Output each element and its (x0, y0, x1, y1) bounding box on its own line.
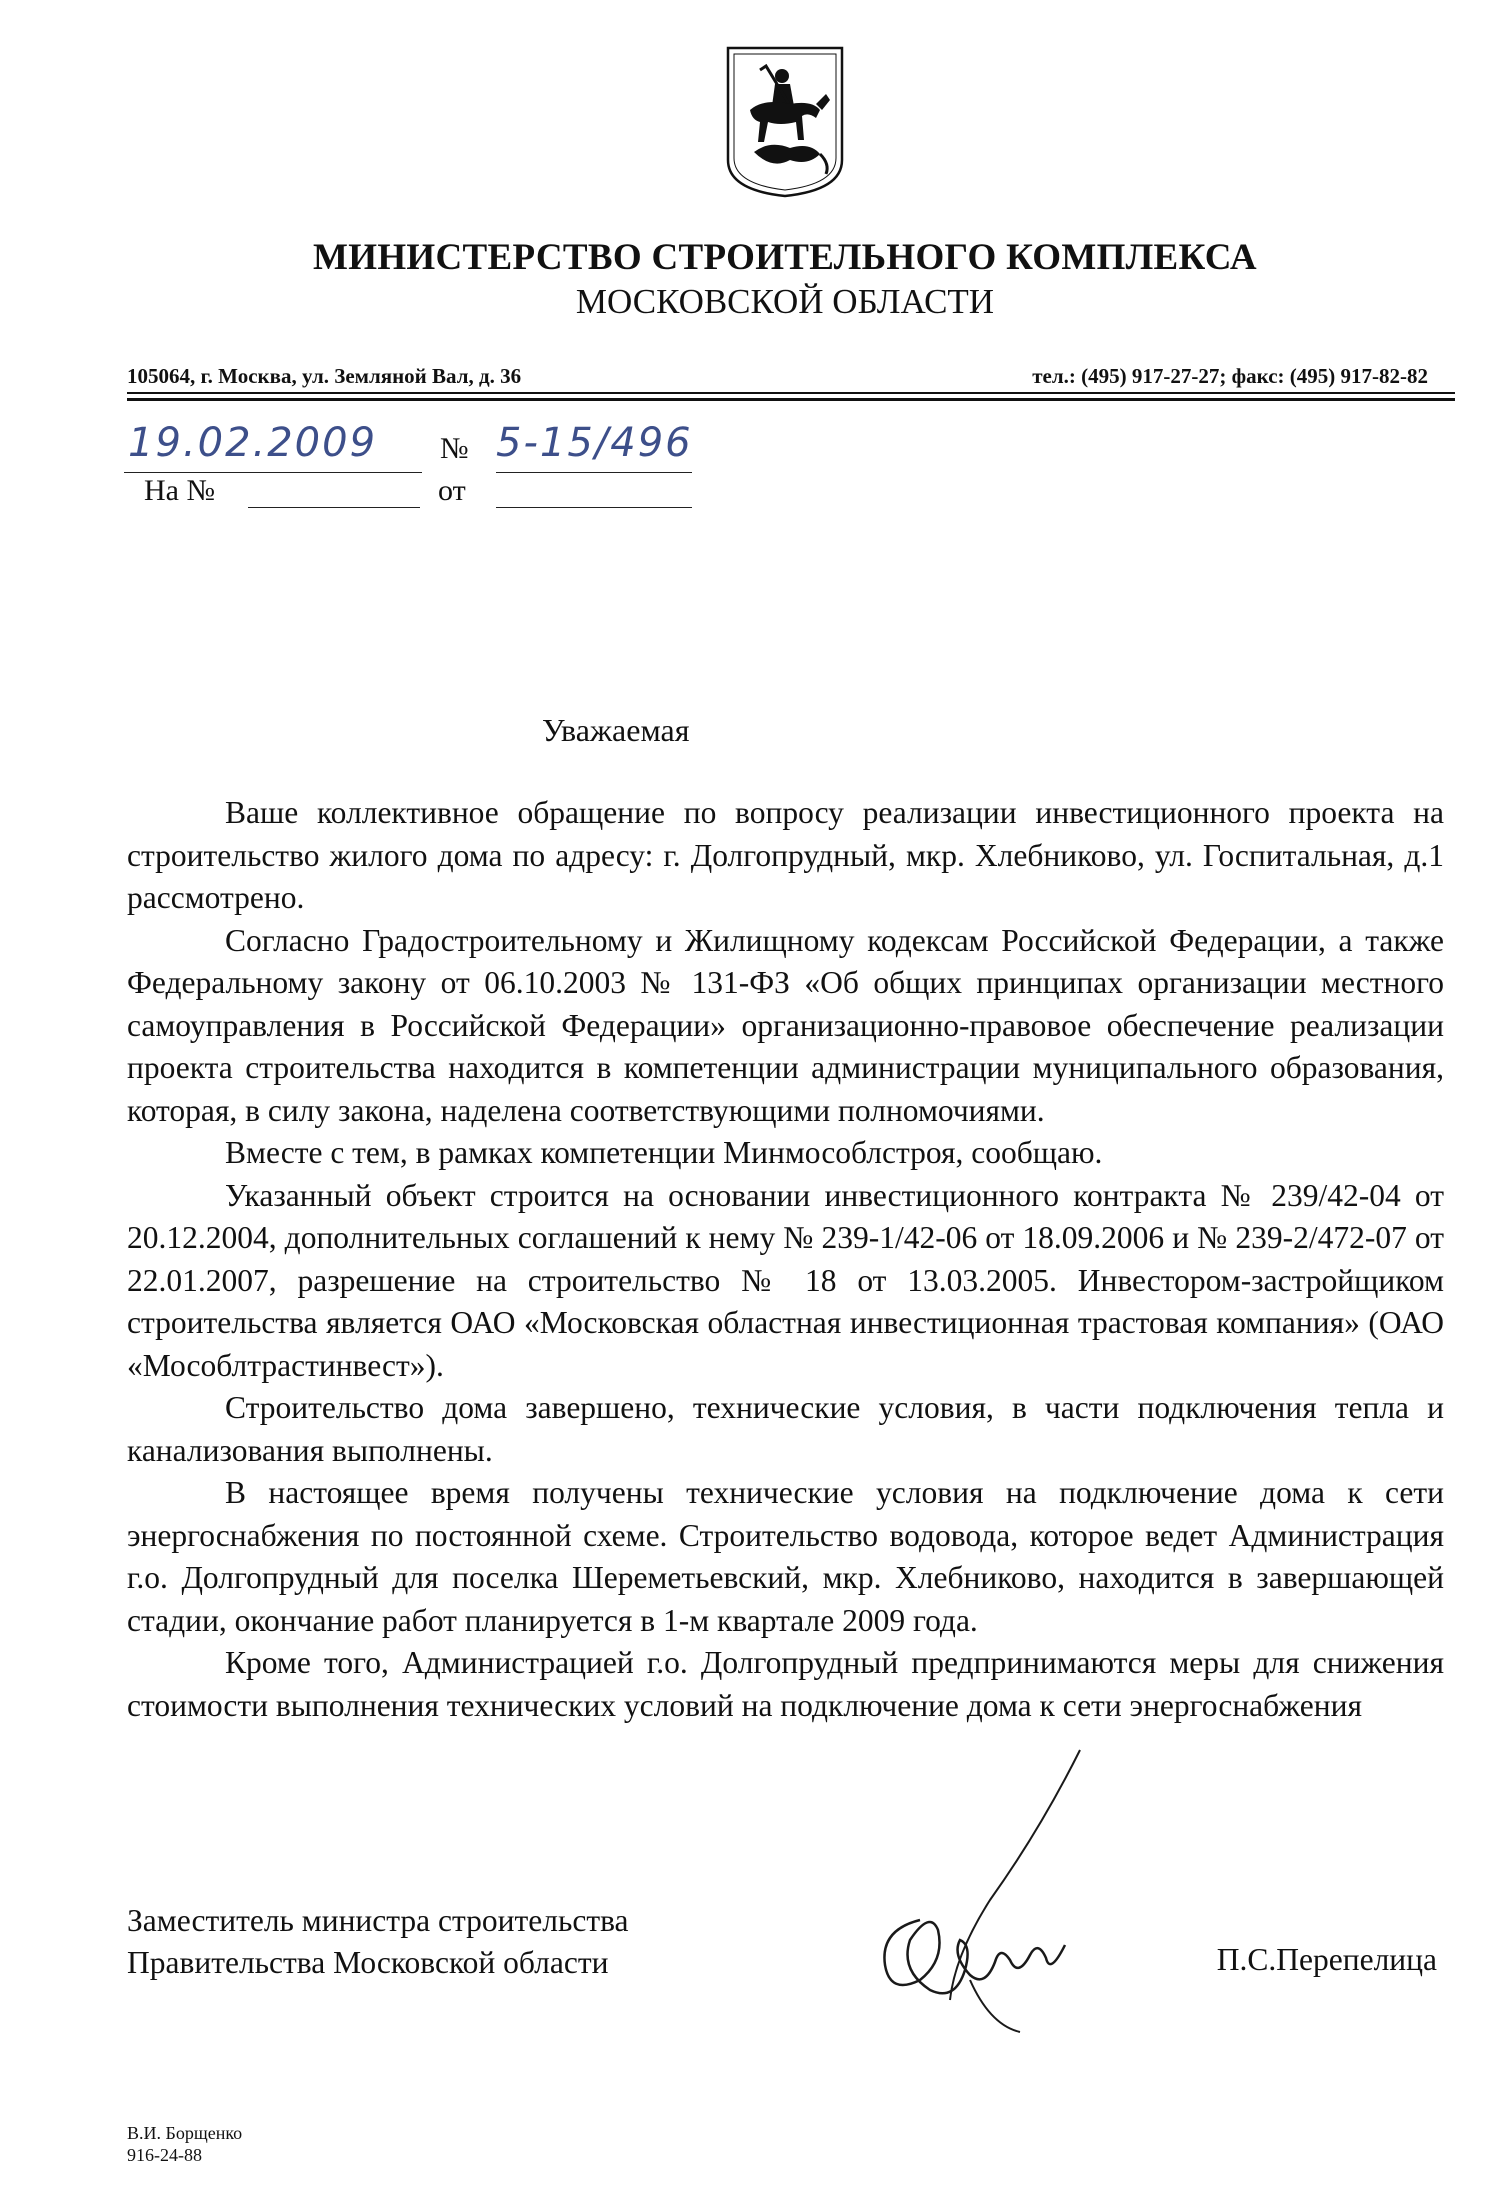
paragraph: Указанный объект строится на основании инвестиционного контракта № 239/42-04 от 20.12.2004, дополнительных соглашений к нему № 239-1/42-06 от 18.09.2006 и № 239-2/472-07 от 22.01.2007, разрешение на строительство № 18 от 13.03.2005. Инвестором-застройщиком строительства является ОАО «Московская областная инвестиционная трастовая компания» (ОАО «Мособлтрастинвест»). (127, 1177, 1444, 1383)
reference-from-label: от (438, 474, 466, 507)
salutation: Уважаемая (542, 712, 690, 748)
registration-date: 19.02.2009 (128, 420, 378, 466)
reference-number-blank (248, 507, 420, 508)
paragraph: Кроме того, Администрацией г.о. Долгопрудный предпринимаются меры для снижения стоимости выполнения технических условий на подключение дома к сети энергоснабжения (127, 1645, 1444, 1723)
paragraph: Вместе с тем, в рамках компетенции Минмособлстроя, сообщаю. (225, 1135, 1103, 1170)
paragraph: Ваше коллективное обращение по вопросу реализации инвестиционного проекта на строительство жилого дома по адресу: г. Долгопрудный, мкр. Хлебниково, ул. Госпитальная, д.1 рассмотрено. (127, 795, 1444, 915)
letter-body (127, 792, 1444, 1727)
paragraph: Согласно Градостроительному и Жилищному кодексам Российской Федерации, а также Федеральному закону от 06.10.2003 № 131-ФЗ «Об общих принципах организации местного самоуправления в Российской Федерации» организационно-правовое обеспечение реализации проекта строительства находится в компетенции администрации муниципального образования, которая, в силу закона, наделена соответствующими полномочиями. (127, 922, 1444, 1128)
number-underline (496, 472, 692, 473)
executor-phone: 916-24-88 (127, 2145, 202, 2165)
executor-info (127, 2122, 242, 2166)
ministry-address: 105064, г. Москва, ул. Земляной Вал, д. 36 (127, 364, 522, 388)
reference-date-blank (496, 507, 692, 508)
handwritten-signature (860, 1740, 1120, 2040)
reference-number-label: На № (144, 474, 216, 507)
signatory-title-line: Правительства Московской области (127, 1945, 609, 1980)
paragraph: В настоящее время получены технические условия на подключение дома к сети энергоснабжения по постоянной схеме. Строительство водовода, которое ведет Администрация г.о. Долгопрудный для поселка Шереметьевский, мкр. Хлебниково, находится в завершающей стадии, окончание работ планируется в 1-м квартале 2009 года. (127, 1475, 1444, 1638)
registration-number: 5-15/496 (496, 420, 693, 466)
signatory-name: П.С.Перепелица (1216, 1942, 1437, 1977)
date-underline (124, 472, 422, 473)
ministry-contacts: тел.: (495) 917-27-27; факс: (495) 917-82-82 (1032, 364, 1428, 388)
paragraph: Строительство дома завершено, технические условия, в части подключения тепла и канализования выполнены. (127, 1390, 1444, 1468)
ministry-title: МИНИСТЕРСТВО СТРОИТЕЛЬНОГО КОМПЛЕКСА (313, 237, 1257, 278)
signatory-title-line: Заместитель министра строительства (127, 1903, 629, 1938)
executor-name: В.И. Борщенко (127, 2123, 243, 2143)
ministry-subtitle: МОСКОВСКОЙ ОБЛАСТИ (575, 282, 995, 321)
registration-number-label: № (440, 432, 469, 465)
signatory-title (127, 1900, 629, 1984)
header-divider-thick (127, 398, 1455, 401)
coat-of-arms-icon (720, 40, 850, 200)
header-divider (127, 392, 1455, 394)
